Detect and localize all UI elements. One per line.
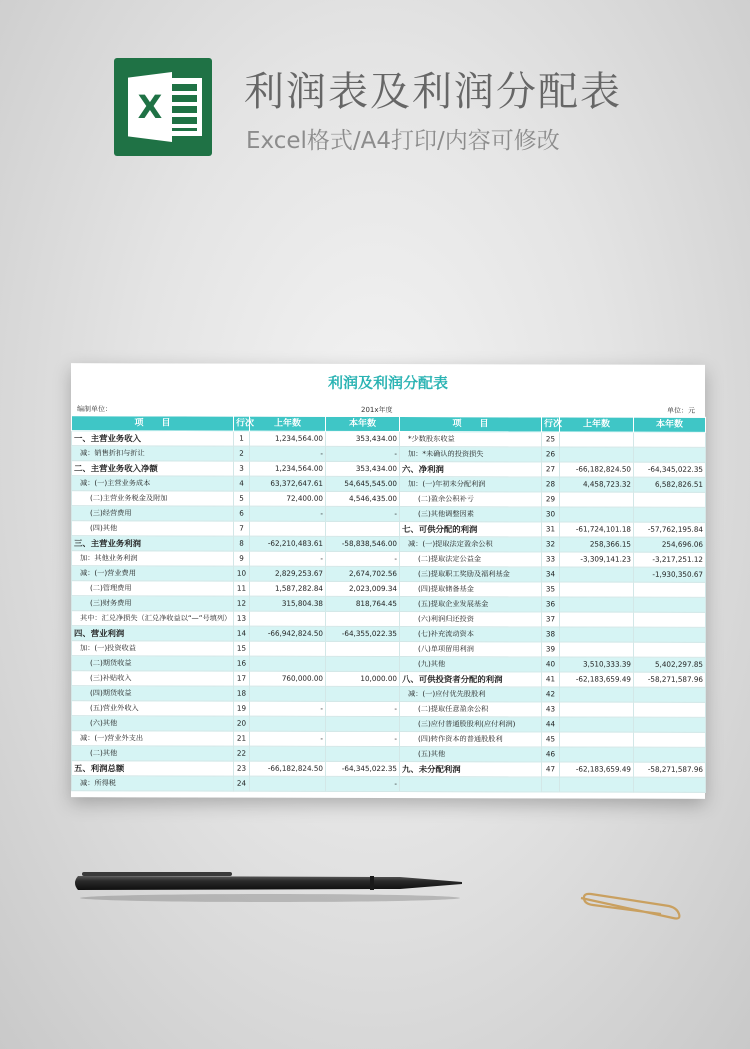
cell-current-right — [634, 747, 706, 762]
cell-line-right: 33 — [542, 552, 560, 567]
cell-current-right — [634, 717, 706, 732]
cell-item-right: 加：(一)年初未分配利润 — [400, 477, 542, 492]
page-subtitle: Excel格式/A4打印/内容可修改 — [246, 128, 560, 154]
cell-prior-right: -62,183,659.49 — [560, 762, 634, 777]
cell-line-left: 10 — [234, 566, 250, 581]
cell-prior-left — [250, 656, 326, 671]
cell-line-left: 19 — [234, 701, 250, 716]
cell-current-left — [326, 746, 400, 761]
paperclip-icon — [577, 890, 685, 924]
table-row — [72, 656, 706, 673]
cell-prior-right: 3,510,333.39 — [560, 657, 634, 672]
cell-prior-right — [560, 777, 634, 792]
cell-prior-right: -66,182,824.50 — [560, 462, 634, 477]
cell-item-left: 四、营业利润 — [72, 626, 234, 641]
cell-line-left: 5 — [234, 491, 250, 506]
cell-line-right: 42 — [542, 687, 560, 702]
table-row — [72, 536, 706, 553]
table-row — [72, 761, 706, 778]
col-header-current: 本年数 — [326, 416, 400, 431]
cell-item-left: 一、主营业务收入 — [72, 431, 234, 446]
cell-prior-left: 1,234,564.00 — [250, 431, 326, 446]
cell-line-left: 20 — [234, 716, 250, 731]
cell-prior-right — [560, 492, 634, 507]
cell-current-left: 2,674,702.56 — [326, 566, 400, 581]
cell-line-right: 40 — [542, 657, 560, 672]
cell-prior-left: 1,587,282.84 — [250, 581, 326, 596]
pen-icon — [70, 862, 465, 904]
cell-line-right: 26 — [542, 447, 560, 462]
table-row — [72, 431, 706, 448]
cell-current-right: -1,930,350.67 — [634, 567, 706, 582]
cell-line-left: 17 — [234, 671, 250, 686]
cell-item-left: 减：(一)主营业务成本 — [72, 476, 234, 491]
cell-line-left: 16 — [234, 656, 250, 671]
cell-item-left: (四)期货收益 — [72, 686, 234, 701]
cell-current-left: 818,764.45 — [326, 596, 400, 611]
cell-current-left: 353,434.00 — [326, 431, 400, 446]
cell-line-right: 30 — [542, 507, 560, 522]
col-header-line-right: 行次 — [542, 417, 560, 432]
cell-prior-left — [250, 641, 326, 656]
table-row — [72, 491, 706, 508]
cell-prior-left — [250, 746, 326, 761]
cell-item-right: (四)提取储备基金 — [400, 582, 542, 597]
cell-item-right: 减：(一)提取法定盈余公积 — [400, 537, 542, 552]
cell-line-left: 6 — [234, 506, 250, 521]
cell-line-left: 13 — [234, 611, 250, 626]
cell-current-right — [634, 612, 706, 627]
cell-current-left: -58,838,546.00 — [326, 536, 400, 551]
cell-item-right: (二)盈余公积补亏 — [400, 492, 542, 507]
cell-item-right: (五)提取企业发展基金 — [400, 597, 542, 612]
cell-prior-left: - — [250, 506, 326, 521]
cell-line-right: 36 — [542, 597, 560, 612]
cell-item-right: (八)单项留用利润 — [400, 642, 542, 657]
cell-current-left: 2,023,009.34 — [326, 581, 400, 596]
cell-prior-right: -61,724,101.18 — [560, 522, 634, 537]
cell-line-right: 43 — [542, 702, 560, 717]
cell-current-left — [326, 656, 400, 671]
cell-current-right — [634, 627, 706, 642]
cell-current-right: -58,271,587.96 — [634, 762, 706, 777]
cell-prior-left — [250, 776, 326, 791]
cell-item-left: (三)补贴收入 — [72, 671, 234, 686]
cell-current-left: - — [326, 551, 400, 566]
col-header-current-right: 本年数 — [634, 417, 706, 432]
cell-line-right: 47 — [542, 762, 560, 777]
cell-item-left: (二)主营业务税金及附加 — [72, 491, 234, 506]
table-row — [72, 461, 706, 478]
cell-prior-right — [560, 702, 634, 717]
cell-current-left: 10,000.00 — [326, 671, 400, 686]
cell-current-left: - — [326, 701, 400, 716]
cell-line-left: 4 — [234, 476, 250, 491]
cell-prior-right: -62,183,659.49 — [560, 672, 634, 687]
cell-prior-left: 2,829,253.67 — [250, 566, 326, 581]
table-row — [72, 596, 706, 613]
cell-item-left: 加：(一)投资收益 — [72, 641, 234, 656]
cell-current-left: 54,645,545.00 — [326, 476, 400, 491]
cell-current-right — [634, 492, 706, 507]
cell-current-right — [634, 777, 706, 792]
cell-current-right — [634, 642, 706, 657]
col-header-item: 项 目 — [72, 416, 234, 431]
cell-item-right: 八、可供投资者分配的利润 — [400, 672, 542, 687]
cell-current-left: - — [326, 731, 400, 746]
cell-current-right: 6,582,826.51 — [634, 477, 706, 492]
cell-line-right: 45 — [542, 732, 560, 747]
excel-logo-icon — [114, 58, 212, 156]
cell-item-right: (九)其他 — [400, 657, 542, 672]
table-row — [72, 716, 706, 733]
cell-item-right: (四)转作资本的普通股股利 — [400, 732, 542, 747]
cell-current-right — [634, 687, 706, 702]
cell-line-left: 9 — [234, 551, 250, 566]
cell-line-right: 41 — [542, 672, 560, 687]
col-header-prior-right: 上年数 — [560, 417, 634, 432]
col-header-line: 行次 — [234, 416, 250, 431]
cell-item-left: 减：(一)营业费用 — [72, 566, 234, 581]
cell-item-right: 九、未分配利润 — [400, 762, 542, 777]
cell-item-right: (五)其他 — [400, 747, 542, 762]
cell-line-right: 44 — [542, 717, 560, 732]
cell-current-right — [634, 597, 706, 612]
cell-prior-left: 315,804.38 — [250, 596, 326, 611]
cell-current-right — [634, 432, 706, 447]
cell-prior-right — [560, 567, 634, 582]
spreadsheet-paper — [71, 363, 705, 799]
cell-prior-right — [560, 507, 634, 522]
cell-item-left: 五、利润总额 — [72, 761, 234, 776]
cell-current-left — [326, 521, 400, 536]
cell-current-right: 254,696.06 — [634, 537, 706, 552]
cell-prior-left: - — [250, 446, 326, 461]
cell-item-left: (三)经营费用 — [72, 506, 234, 521]
cell-line-right: 34 — [542, 567, 560, 582]
cell-current-right: -57,762,195.84 — [634, 522, 706, 537]
cell-current-left: - — [326, 776, 400, 791]
cell-item-right: (二)提取任意盈余公积 — [400, 702, 542, 717]
cell-prior-left: - — [250, 731, 326, 746]
cell-item-right: (三)应付普通股股利(应付利润) — [400, 717, 542, 732]
table-row — [72, 641, 706, 658]
cell-item-right: (二)提取法定公益金 — [400, 552, 542, 567]
cell-prior-right: -3,309,141.23 — [560, 552, 634, 567]
cell-current-left: 4,546,435.00 — [326, 491, 400, 506]
cell-item-left: (五)营业外收入 — [72, 701, 234, 716]
sheet-title: 利润及利润分配表 — [327, 373, 448, 393]
cell-prior-right — [560, 432, 634, 447]
table-row — [72, 551, 706, 568]
cell-current-right — [634, 732, 706, 747]
cell-item-left: (二)其他 — [72, 746, 234, 761]
cell-prior-right — [560, 747, 634, 762]
cell-line-right — [542, 777, 560, 792]
cell-current-left — [326, 641, 400, 656]
cell-prior-left: - — [250, 701, 326, 716]
cell-current-right — [634, 582, 706, 597]
cell-current-right: -58,271,587.96 — [634, 672, 706, 687]
cell-item-right: 六、净利润 — [400, 462, 542, 477]
table-row — [72, 626, 706, 643]
cell-line-left: 8 — [234, 536, 250, 551]
cell-item-right: 减：(一)应付优先股股利 — [400, 687, 542, 702]
cell-item-left: 减：所得税 — [72, 776, 234, 791]
cell-line-left: 18 — [234, 686, 250, 701]
cell-prior-right — [560, 612, 634, 627]
cell-prior-right: 4,458,723.32 — [560, 477, 634, 492]
cell-item-left: (六)其他 — [72, 716, 234, 731]
cell-current-right — [634, 447, 706, 462]
cell-prior-left: 1,234,564.00 — [250, 461, 326, 476]
cell-line-right: 38 — [542, 627, 560, 642]
table-header-row — [72, 416, 706, 433]
table-row — [72, 506, 706, 523]
cell-current-left — [326, 611, 400, 626]
cell-line-left: 23 — [234, 761, 250, 776]
cell-prior-left: 63,372,647.61 — [250, 476, 326, 491]
cell-prior-left — [250, 611, 326, 626]
cell-line-right: 25 — [542, 432, 560, 447]
cell-current-right: -64,345,022.35 — [634, 462, 706, 477]
cell-line-left: 22 — [234, 746, 250, 761]
table-row — [72, 476, 706, 493]
cell-item-right — [400, 777, 542, 792]
cell-prior-right — [560, 732, 634, 747]
cell-line-left: 3 — [234, 461, 250, 476]
cell-prior-left — [250, 686, 326, 701]
cell-current-left: - — [326, 446, 400, 461]
col-header-item-right: 项 目 — [400, 417, 542, 432]
cell-line-left: 11 — [234, 581, 250, 596]
cell-prior-left — [250, 521, 326, 536]
cell-prior-right — [560, 717, 634, 732]
cell-item-left: 加：其他业务利润 — [72, 551, 234, 566]
logo-letter: X — [137, 88, 163, 126]
cell-current-left: 353,434.00 — [326, 461, 400, 476]
table-row — [72, 521, 706, 538]
cell-line-right: 28 — [542, 477, 560, 492]
cell-prior-right — [560, 627, 634, 642]
cell-current-left: -64,345,022.35 — [326, 761, 400, 776]
cell-prior-right — [560, 597, 634, 612]
cell-line-left: 12 — [234, 596, 250, 611]
table-row — [72, 686, 706, 703]
cell-item-left: (二)管理费用 — [72, 581, 234, 596]
cell-prior-right — [560, 642, 634, 657]
cell-line-left: 2 — [234, 446, 250, 461]
cell-item-right: 七、可供分配的利润 — [400, 522, 542, 537]
cell-prior-right: 258,366.15 — [560, 537, 634, 552]
cell-item-left: 三、主营业务利润 — [72, 536, 234, 551]
table-row — [72, 566, 706, 583]
cell-item-left: 减：(一)营业外支出 — [72, 731, 234, 746]
cell-line-right: 32 — [542, 537, 560, 552]
cell-item-right: (三)其他调整因素 — [400, 507, 542, 522]
cell-item-right: *少数股东收益 — [400, 432, 542, 447]
cell-item-left: 其中：汇兑净损失（汇兑净收益以“—”号填列） — [72, 611, 234, 626]
cell-current-right: 5,402,297.85 — [634, 657, 706, 672]
cell-current-left — [326, 716, 400, 731]
cell-current-left: - — [326, 506, 400, 521]
table-row — [72, 671, 706, 688]
cell-line-left: 1 — [234, 431, 250, 446]
cell-line-left: 15 — [234, 641, 250, 656]
cell-current-right — [634, 702, 706, 717]
cell-line-right: 27 — [542, 462, 560, 477]
col-header-prior: 上年数 — [250, 416, 326, 431]
table-row — [72, 776, 706, 793]
cell-prior-right — [560, 687, 634, 702]
table-row — [72, 746, 706, 763]
table-row — [72, 731, 706, 748]
cell-line-right: 39 — [542, 642, 560, 657]
cell-current-left: -64,355,022.35 — [326, 626, 400, 641]
cell-prior-left: -66,182,824.50 — [250, 761, 326, 776]
cell-item-left: 减：销售折扣与折让 — [72, 446, 234, 461]
unit-left-label: 编制单位： — [77, 405, 112, 414]
cell-current-right — [634, 507, 706, 522]
cell-current-left — [326, 686, 400, 701]
table-row — [72, 446, 706, 463]
cell-line-right: 31 — [542, 522, 560, 537]
cell-prior-left: 72,400.00 — [250, 491, 326, 506]
cell-prior-right — [560, 582, 634, 597]
cell-item-right: (三)提取职工奖励及福利基金 — [400, 567, 542, 582]
cell-item-left: (四)其他 — [72, 521, 234, 536]
cell-prior-left: - — [250, 551, 326, 566]
cell-prior-left: -62,210,483.61 — [250, 536, 326, 551]
cell-current-right: -3,217,251.12 — [634, 552, 706, 567]
income-table — [71, 415, 706, 793]
cell-line-right: 46 — [542, 747, 560, 762]
table-row — [72, 611, 706, 628]
cell-line-right: 37 — [542, 612, 560, 627]
unit-right-label: 单位：元 — [667, 406, 695, 415]
table-row — [72, 701, 706, 718]
cell-item-left: 二、主营业务收入净额 — [72, 461, 234, 476]
table-row — [72, 581, 706, 598]
cell-prior-left: 760,000.00 — [250, 671, 326, 686]
cell-prior-right — [560, 447, 634, 462]
cell-line-right: 29 — [542, 492, 560, 507]
cell-line-left: 14 — [234, 626, 250, 641]
cell-item-left: (三)财务费用 — [72, 596, 234, 611]
cell-prior-left — [250, 716, 326, 731]
cell-prior-left: -66,942,824.50 — [250, 626, 326, 641]
cell-item-left: (二)期货收益 — [72, 656, 234, 671]
cell-item-right: (七)补充流动资本 — [400, 627, 542, 642]
page-title: 利润表及利润分配表 — [244, 69, 622, 115]
cell-line-left: 21 — [234, 731, 250, 746]
cell-line-left: 24 — [234, 776, 250, 791]
cell-item-right: 加：*未确认的投资损失 — [400, 447, 542, 462]
cell-line-left: 7 — [234, 521, 250, 536]
cell-line-right: 35 — [542, 582, 560, 597]
year-label: 201x年度 — [361, 405, 393, 415]
cell-item-right: (六)利润归还投资 — [400, 612, 542, 627]
